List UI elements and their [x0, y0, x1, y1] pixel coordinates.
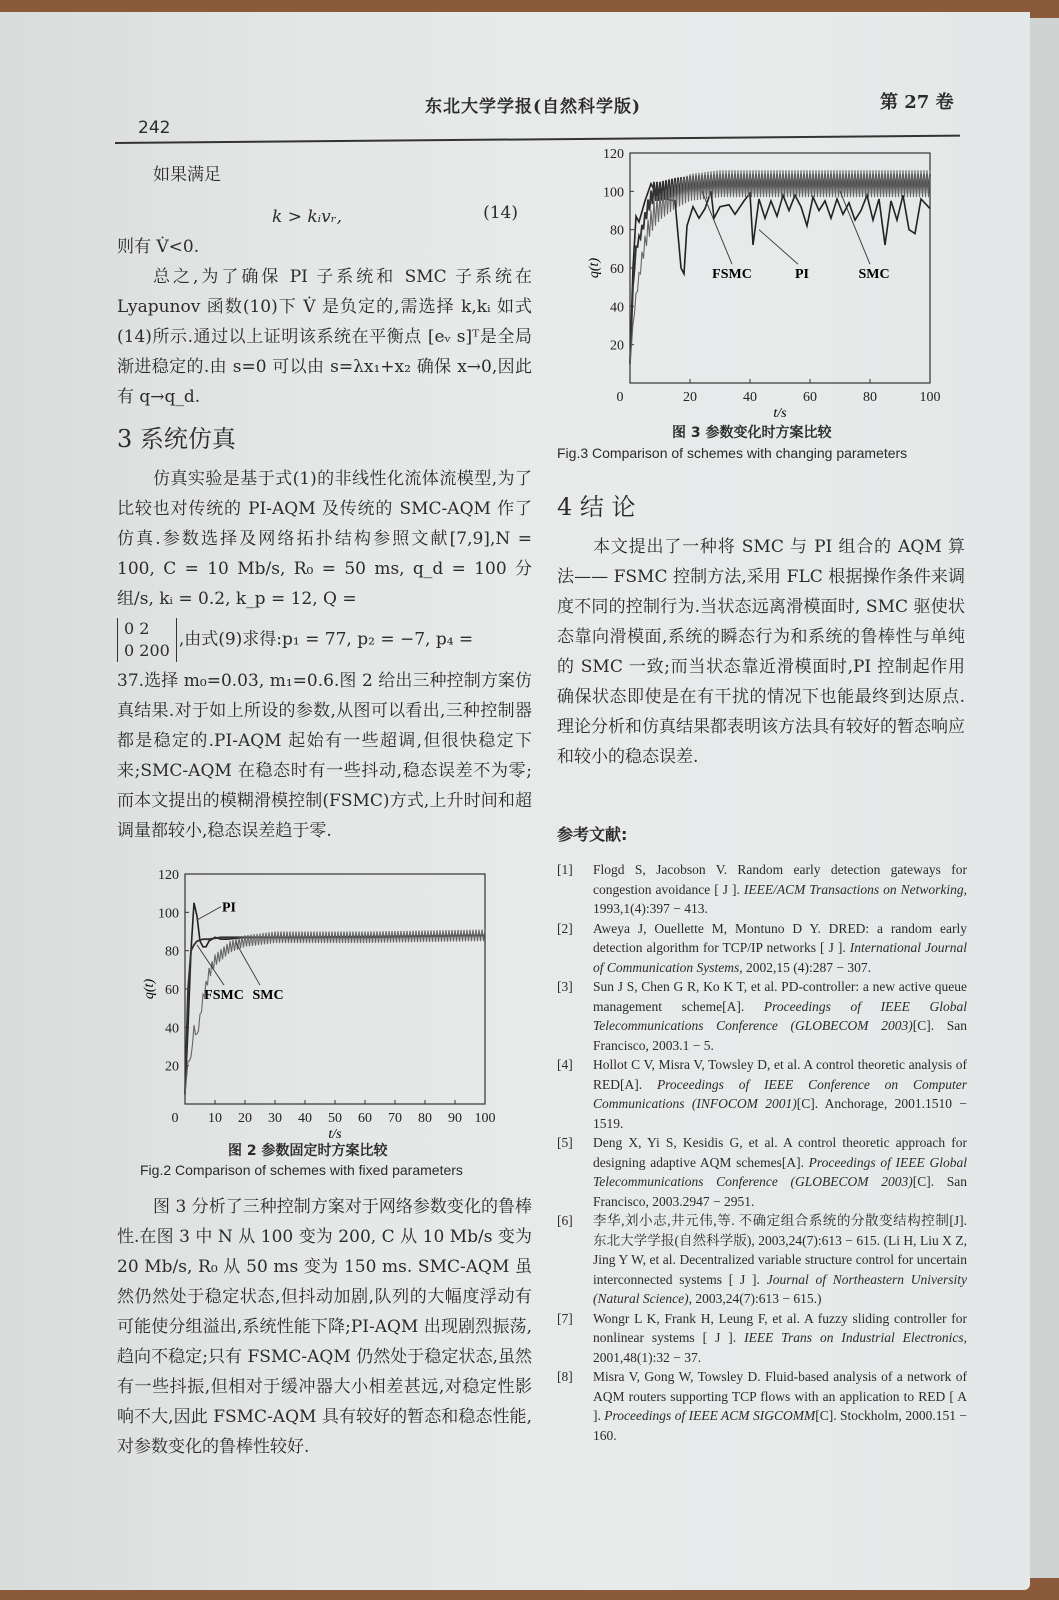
reference-item	[557, 1133, 967, 1211]
reference-text: Sun J S, Chen G R, Ko K T, et al. PD-controller: a new active queue management scheme[A]. Proceedings of IEEE Global Telecommunications Conference (GLOBECOM 2003)[C]. San Francisco, 2003.1 − 5.	[593, 979, 967, 1053]
reference-number: [3]	[557, 979, 573, 994]
reference-item	[557, 1211, 967, 1309]
y-tick-label: 80	[610, 223, 624, 239]
then-text: 则有 V̇<0.	[117, 237, 200, 257]
journal-title: 东北大学学报(自然科学版)	[425, 97, 642, 117]
figure-3-chart	[587, 145, 950, 421]
x-tick-label: 80	[863, 390, 877, 405]
section-3-heading: 3 系统仿真	[117, 425, 236, 453]
annotation-leader	[840, 191, 870, 264]
reference-text: Aweya J, Ouellette M, Montuno D Y. DRED: a random early detection algorithm for TCP/IP networks [ J ]. International Journal of Communication Systems, 2002,15 (4):287 − 307.	[593, 920, 967, 975]
series-line-fsmc	[185, 935, 485, 1094]
annotation-label: PI	[222, 900, 236, 916]
y-tick-label: 20	[165, 1059, 179, 1075]
reference-text: Deng X, Yi S, Kesidis G, et al. A control theoretic approach for designing adaptive AQM schemes[A]. Proceedings of IEEE Global Telecommunications Conference (GLOBECOM 2003)[C]. San Francisco, 2003.2947 − 2951.	[593, 1135, 967, 1209]
annotation-label: SMC	[252, 988, 284, 1004]
x-tick-label: 20	[683, 390, 697, 405]
left-column-bottom	[117, 1192, 532, 1462]
reference-item	[557, 860, 967, 919]
y-tick-label: 120	[603, 147, 624, 162]
reference-number: [7]	[557, 1310, 573, 1326]
annotation-leader	[236, 943, 260, 985]
annotation-label: PI	[795, 267, 809, 283]
reference-item	[557, 1309, 967, 1368]
y-tick-label: 40	[610, 300, 624, 316]
reference-number: [6]	[557, 1213, 573, 1228]
left-column	[117, 160, 532, 846]
matrix-row-2: 0 200	[124, 641, 170, 660]
conclusion-paragraph: 本文提出了一种将 SMC 与 PI 组合的 AQM 算法—— FSMC 控制方法,采用 FLC 根据操作条件来调度不同的控制行为.当状态远离滑模面时, SMC 驱使状态靠向滑模面,系统的瞬态行为和系统的鲁棒性与单纯的 SMC 一致;而当状态靠近滑模面时,PI 控制起作用确保状态即使是在有干扰的情况下也能最终到达原点.理论分析和仿真结果都表明该方法具有较好的暂态响应和较小的稳态误差.	[557, 537, 965, 767]
annotation-leader	[197, 945, 224, 985]
x-tick-label: 70	[388, 1111, 402, 1126]
x-tick-label: 0	[171, 1111, 179, 1126]
equation-14-number: (14)	[483, 203, 518, 223]
y-tick-label: 60	[165, 983, 179, 998]
annotation-leader	[759, 230, 798, 265]
x-tick-label: 10	[208, 1111, 222, 1126]
y-tick-label: 40	[165, 1021, 179, 1037]
condition-text: 如果满足	[153, 165, 221, 185]
y-tick-label: 80	[165, 944, 179, 960]
x-tick-label: 30	[268, 1111, 282, 1126]
annotation-leader	[702, 191, 732, 264]
equation-14	[117, 190, 532, 227]
x-tick-label: 90	[448, 1111, 462, 1126]
x-tick-label: 60	[358, 1111, 372, 1126]
y-tick-label: 60	[610, 262, 624, 277]
reference-number: [5]	[557, 1135, 573, 1150]
y-tick-label: 100	[158, 906, 179, 922]
figure-3-caption-cn: 图 3 参数变化时方案比较	[672, 425, 832, 441]
matrix-row-1: 0 2	[124, 619, 150, 638]
section-4-heading: 4 结 论	[557, 493, 636, 521]
volume-label: 第 27 卷	[880, 92, 954, 113]
figure-3	[587, 145, 950, 421]
annotation-label: FSMC	[712, 267, 752, 283]
x-tick-label: 100	[919, 390, 941, 405]
right-column	[557, 480, 965, 772]
simulation-paragraph-3: 37.选择 m₀=0.03, m₁=0.6.图 2 给出三种控制方案仿真结果.对于如上所设的参数,从图可以看出,三种控制器都是稳定的.PI-AQM 起始有一些超调,但很快稳定下来;SMC-AQM 在稳态时有一些抖动,稳态误差不为零;而本文提出的模糊滑模控制(FSMC)方式,上升时间和超调量都较小,稳态误差趋于零.	[117, 671, 532, 841]
x-tick-label: 0	[616, 390, 624, 405]
figure-3-analysis-paragraph: 图 3 分析了三种控制方案对于网络参数变化的鲁棒性.在图 3 中 N 从 100 变为 200, C 从 10 Mb/s 变为 20 Mb/s, R₀ 从 50 ms 变为 150 ms. SMC-AQM 虽然仍然处于稳定状态,但抖动加剧,队列的大幅度浮动有可能使分组溢出,系统性能下降;PI-AQM 出现剧烈振荡,趋向不稳定;只有 FSMC-AQM 仍然处于稳定状态,虽然有一些抖振,但相对于缓冲器大小相差甚远,对稳定性影响不大,因此 FSMC-AQM 具有较好的暂态和稳态性能,对参数变化的鲁棒性较好.	[117, 1197, 532, 1457]
figure-2	[142, 862, 500, 1142]
figure-3-caption-en: Fig.3 Comparison of schemes with changing parameters	[557, 445, 908, 461]
reference-text: Wongr L K, Frank H, Leung F, et al. A fuzzy sliding controller for nonlinear systems [ J ]. IEEE Trans on Industrial Electronics, 2001,48(1):32 − 37.	[593, 1310, 967, 1365]
reference-number: [1]	[557, 862, 573, 877]
reference-text: Misra V, Gong W, Towsley D. Fluid-based analysis of a network of AQM routers supporting TCP flows with an application to RED [ A ]. Proceedings of IEEE ACM SIGCOMM[C]. Stockholm, 2000.151 − 160.	[593, 1369, 967, 1443]
x-tick-label: 100	[474, 1111, 496, 1126]
x-tick-label: 20	[238, 1111, 252, 1126]
simulation-text-1: 仿真实验是基于式(1)的非线性化流体流模型,为了比较也对传统的 PI-AQM 及传统的 SMC-AQM 作了仿真.参数选择及网络拓扑结构参照文献[7,9],N = 100, C = 10 Mb/s, R₀ = 50 ms, q_d = 100 分组/s, kᵢ = 0.2, k_p = 12, Q =	[117, 469, 532, 609]
reference-number: [8]	[557, 1369, 573, 1384]
x-tick-label: 80	[418, 1111, 432, 1126]
reference-item	[557, 1055, 967, 1133]
y-tick-label: 20	[610, 338, 624, 354]
simulation-text-2: ,由式(9)求得:p₁ = 77, p₂ = −7, p₄ =	[178, 629, 474, 650]
summary-paragraph: 总之,为了确保 PI 子系统和 SMC 子系统在 Lyapunov 函数(10)下 V̇ 是负定的,需选择 k,kᵢ 如式(14)所示.通过以上证明该系统在平衡点 [eᵥ s]ᵀ是全局渐进稳定的.由 s=0 可以由 s=λx₁+x₂ 确保 x→0,因此有 q→q_d.	[117, 267, 532, 407]
reference-item	[557, 1367, 967, 1445]
page-number: 242	[138, 118, 171, 138]
references-heading: 参考文献:	[557, 825, 628, 844]
page-edge	[1030, 18, 1059, 1578]
x-axis-label: t/s	[773, 406, 787, 421]
x-tick-label: 60	[803, 390, 817, 405]
matrix-line	[117, 618, 532, 662]
x-tick-label: 40	[298, 1111, 312, 1126]
equation-14-body: k > kᵢvᵣ,	[272, 207, 342, 227]
x-axis-label: t/s	[328, 1127, 342, 1142]
reference-text: Flogd S, Jacobson V. Random early detection gateways for congestion avoidance [ J ]. IEEE/ACM Transactions on Networking, 1993,1(4):397 − 413.	[593, 862, 967, 916]
series-line-smc	[185, 930, 485, 1095]
figure-2-caption-en: Fig.2 Comparison of schemes with fixed parameters	[140, 1162, 463, 1178]
y-axis-label: q(t)	[142, 978, 157, 1000]
reference-text: 李华,刘小志,井元伟,等. 不确定组合系统的分散变结构控制[J]. 东北大学学报(自然科学版), 2003,24(7):613 − 615. (Li H, Liu X Z, Jing Y W, et al. Decentralized variable structure control for uncertain interconnected systems [ J ]. Journal of Northeastern University (Natural Science), 2003,24(7):613 − 615.)	[593, 1213, 967, 1306]
y-tick-label: 100	[603, 185, 624, 201]
references-list	[557, 860, 967, 1445]
annotation-label: SMC	[858, 267, 890, 283]
reference-item	[557, 919, 967, 978]
x-tick-label: 50	[328, 1111, 342, 1126]
matrix-q	[117, 618, 177, 662]
figure-2-caption-cn: 图 2 参数固定时方案比较	[228, 1143, 388, 1159]
reference-text: Hollot C V, Misra V, Towsley D, et al. A control theoretic analysis of RED[A]. Proceedings of IEEE Conference on Computer Communications (INFOCOM 2001)[C]. Anchorage, 2001.1510 − 1519.	[593, 1057, 967, 1131]
simulation-paragraph-1	[117, 464, 532, 614]
y-axis-label: q(t)	[587, 257, 602, 279]
figure-2-chart	[142, 862, 500, 1142]
reference-item	[557, 977, 967, 1055]
y-tick-label: 120	[158, 868, 179, 883]
reference-number: [4]	[557, 1057, 573, 1072]
x-tick-label: 40	[743, 390, 757, 405]
reference-number: [2]	[557, 920, 573, 936]
annotation-label: FSMC	[204, 988, 244, 1004]
annotation-leader	[197, 907, 221, 920]
